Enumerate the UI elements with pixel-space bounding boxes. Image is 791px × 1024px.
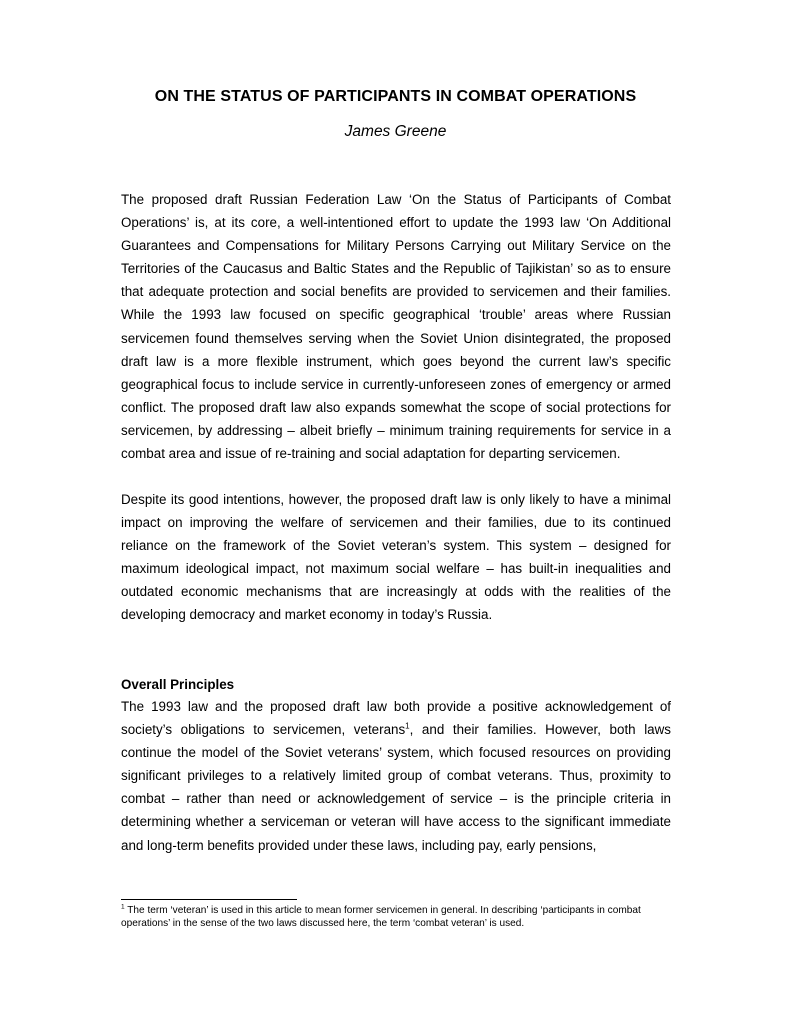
- document-title: ON THE STATUS OF PARTICIPANTS IN COMBAT OPERATIONS: [154, 88, 637, 105]
- footnote: [121, 905, 681, 930]
- footnote-text: The term ‘veteran’ is used in this article to mean former servicemen in general. In describing ‘participants in combat operations’ in the sense of the two laws discussed here, the term ‘combat veteran’ is used.: [121, 905, 641, 929]
- paragraph-3-text-end: , and their families. However, both laws continue the model of the Soviet veterans’ system, which focused resources on providing significant privileges to a relatively limited group of combat veterans. Thus, proximity to combat – rather than need or acknowledgement of service – is the principle criteria in determining whether a serviceman or veteran will have access to the significant immediate and long-term benefits provided under these laws, including pay, early pensions,: [121, 722, 671, 853]
- author-name: James Greene: [344, 123, 447, 140]
- footnote-separator: [121, 899, 297, 900]
- footnote-marker: 1: [121, 903, 125, 911]
- paragraph-3-text-start: The 1993 law and the proposed draft law both provide a positive acknowledgement of society’s obligations to servicemen, veterans: [121, 699, 671, 738]
- footnote-reference: 1: [405, 721, 410, 731]
- section-heading: Overall Principles: [121, 677, 235, 692]
- body-paragraph-3: [121, 695, 671, 857]
- body-paragraph-2: Despite its good intentions, however, the proposed draft law is only likely to have a minimal impact on improving the welfare of servicemen and their families, due to its continued reliance on the framework of the Soviet veteran’s system. This system – designed for maximum ideological impact, not maximum social welfare – has built-in inequalities and outdated economic mechanisms that are increasingly at odds with the realities of the developing democracy and market economy in today’s Russia.: [121, 492, 671, 623]
- body-paragraph-1: The proposed draft Russian Federation Law ‘On the Status of Participants of Combat Operations’ is, at its core, a well-intentioned effort to update the 1993 law ‘On Additional Guarantees and Compensations for Military Persons Carrying out Military Service on the Territories of the Caucasus and Baltic States and the Republic of Tajikistan’ so as to ensure that adequate protection and social benefits are provided to servicemen and their families. While the 1993 law focused on specific geographical ‘trouble’ areas where Russian servicemen found themselves serving when the Soviet Union disintegrated, the proposed draft law is a more flexible instrument, which goes beyond the current law’s specific geographical focus to include service in currently-unforeseen zones of emergency or armed conflict. The proposed draft law also expands somewhat the scope of social protections for servicemen, by addressing – albeit briefly – minimum training requirements for service in a combat area and issue of re-training and social adaptation for departing servicemen.: [121, 192, 671, 462]
